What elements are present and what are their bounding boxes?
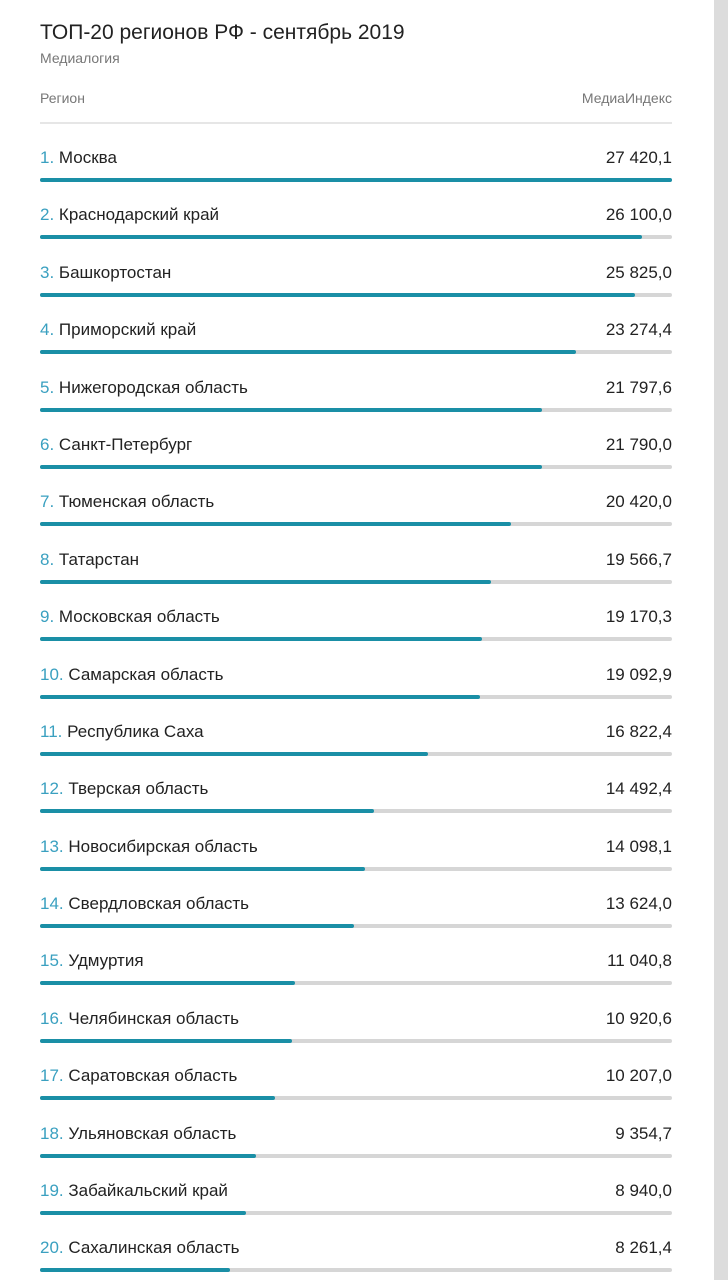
table-header xyxy=(40,90,672,106)
region-name: Забайкальский край xyxy=(68,1181,228,1201)
rank-number: 7. xyxy=(40,492,55,512)
region-label xyxy=(40,894,249,914)
region-label xyxy=(40,320,196,340)
region-name: Свердловская область xyxy=(68,894,249,914)
list-item xyxy=(40,641,672,698)
data-label: 9 354,7 xyxy=(615,1123,672,1143)
region-name: Башкортостан xyxy=(58,262,172,282)
list-item xyxy=(40,1042,672,1099)
data-label: 21 790,0 xyxy=(605,434,672,454)
bar xyxy=(40,1268,230,1272)
region-name: Сахалинская область xyxy=(68,1238,240,1258)
data-label: 25 825,0 xyxy=(605,262,672,282)
region-name: Москва xyxy=(58,148,117,167)
rank-number: 13. xyxy=(40,836,64,856)
region-label xyxy=(40,722,204,742)
bar-track xyxy=(40,1268,672,1272)
region-label xyxy=(40,1066,237,1086)
data-label: 23 274,4 xyxy=(605,320,672,340)
region-name: Самарская область xyxy=(68,664,224,684)
list-item xyxy=(40,583,672,640)
list-item xyxy=(40,1100,672,1157)
region-name: Тверская область xyxy=(68,779,209,799)
data-label: 19 092,9 xyxy=(605,664,672,684)
list-item xyxy=(40,468,672,525)
rank-number: 18. xyxy=(40,1123,64,1143)
rank-number: 4. xyxy=(40,320,55,340)
region-label xyxy=(40,1238,240,1258)
data-label: 13 624,0 xyxy=(605,894,672,914)
data-label: 26 100,0 xyxy=(605,205,672,225)
scrollbar-track[interactable] xyxy=(714,0,728,1280)
region-label xyxy=(40,492,214,512)
region-label xyxy=(40,1009,239,1029)
list-item xyxy=(40,411,672,468)
region-name: Саратовская область xyxy=(68,1066,238,1086)
rank-number: 19. xyxy=(40,1181,64,1201)
region-name: Московская область xyxy=(58,607,220,627)
list-item xyxy=(40,1157,672,1214)
rank-number: 8. xyxy=(40,549,55,569)
region-label xyxy=(40,435,192,455)
list-item xyxy=(40,985,672,1042)
data-label: 10 207,0 xyxy=(605,1066,672,1086)
list-item xyxy=(40,354,672,411)
list-item xyxy=(40,755,672,812)
list-item xyxy=(40,239,672,296)
list-item xyxy=(40,296,672,353)
data-label: 20 420,0 xyxy=(605,492,672,512)
data-label: 8 940,0 xyxy=(615,1181,672,1201)
data-label: 14 098,1 xyxy=(605,836,672,856)
region-label xyxy=(40,550,139,570)
region-label xyxy=(40,779,208,799)
rank-number: 3. xyxy=(40,262,55,282)
region-label xyxy=(40,665,224,685)
region-label xyxy=(40,378,248,398)
region-label xyxy=(40,263,171,283)
region-label xyxy=(40,837,258,857)
list-item xyxy=(40,1214,672,1271)
rank-number: 20. xyxy=(40,1238,64,1258)
list-item xyxy=(40,870,672,927)
data-label: 10 920,6 xyxy=(605,1008,672,1028)
region-name: Удмуртия xyxy=(68,951,144,971)
data-label: 16 822,4 xyxy=(605,721,672,741)
region-label xyxy=(40,1124,236,1144)
list-item xyxy=(40,927,672,984)
rank-number: 9. xyxy=(40,607,55,627)
region-name: Краснодарский край xyxy=(58,205,220,225)
column-header-index: МедиаИндекс xyxy=(581,90,672,106)
source-subtitle: Медиалогия xyxy=(40,50,120,66)
region-label xyxy=(40,205,219,225)
region-name: Челябинская область xyxy=(68,1008,239,1028)
region-label xyxy=(40,951,144,971)
rank-number: 5. xyxy=(40,377,55,397)
data-label: 8 261,4 xyxy=(615,1238,672,1258)
rank-number: 6. xyxy=(40,434,55,454)
rank-number: 14. xyxy=(40,894,64,914)
rank-number: 10. xyxy=(40,664,64,684)
list-item xyxy=(40,698,672,755)
data-label: 19 566,7 xyxy=(605,549,672,569)
rank-number: 11. xyxy=(40,721,63,741)
rank-number: 2. xyxy=(40,205,55,225)
region-name: Новосибирская область xyxy=(68,836,258,856)
rank-number: 17. xyxy=(40,1066,64,1086)
data-label: 11 040,8 xyxy=(607,951,672,971)
list-item xyxy=(40,813,672,870)
region-name: Республика Саха xyxy=(67,721,204,741)
column-header-region: Регион xyxy=(40,90,85,106)
region-name: Санкт-Петербург xyxy=(58,434,193,454)
rank-number: 1. xyxy=(40,148,55,167)
region-name: Татарстан xyxy=(58,549,140,569)
data-label: 27 420,1 xyxy=(605,148,672,167)
list-item xyxy=(40,526,672,583)
region-name: Ульяновская область xyxy=(68,1123,237,1143)
region-name: Приморский край xyxy=(58,320,197,340)
page-title: ТОП-20 регионов РФ - сентябрь 2019 xyxy=(40,21,405,44)
region-label xyxy=(40,1181,228,1201)
ranking-list xyxy=(40,124,672,1272)
region-name: Тюменская область xyxy=(58,492,215,512)
region-name: Нижегородская область xyxy=(58,377,248,397)
rank-number: 16. xyxy=(40,1008,64,1028)
data-label: 21 797,6 xyxy=(605,377,672,397)
rank-number: 12. xyxy=(40,779,64,799)
data-label: 14 492,4 xyxy=(605,779,672,799)
region-label xyxy=(40,148,117,168)
list-item xyxy=(40,124,672,181)
list-item xyxy=(40,181,672,238)
rank-number: 15. xyxy=(40,951,64,971)
region-label xyxy=(40,607,220,627)
data-label: 19 170,3 xyxy=(605,607,672,627)
